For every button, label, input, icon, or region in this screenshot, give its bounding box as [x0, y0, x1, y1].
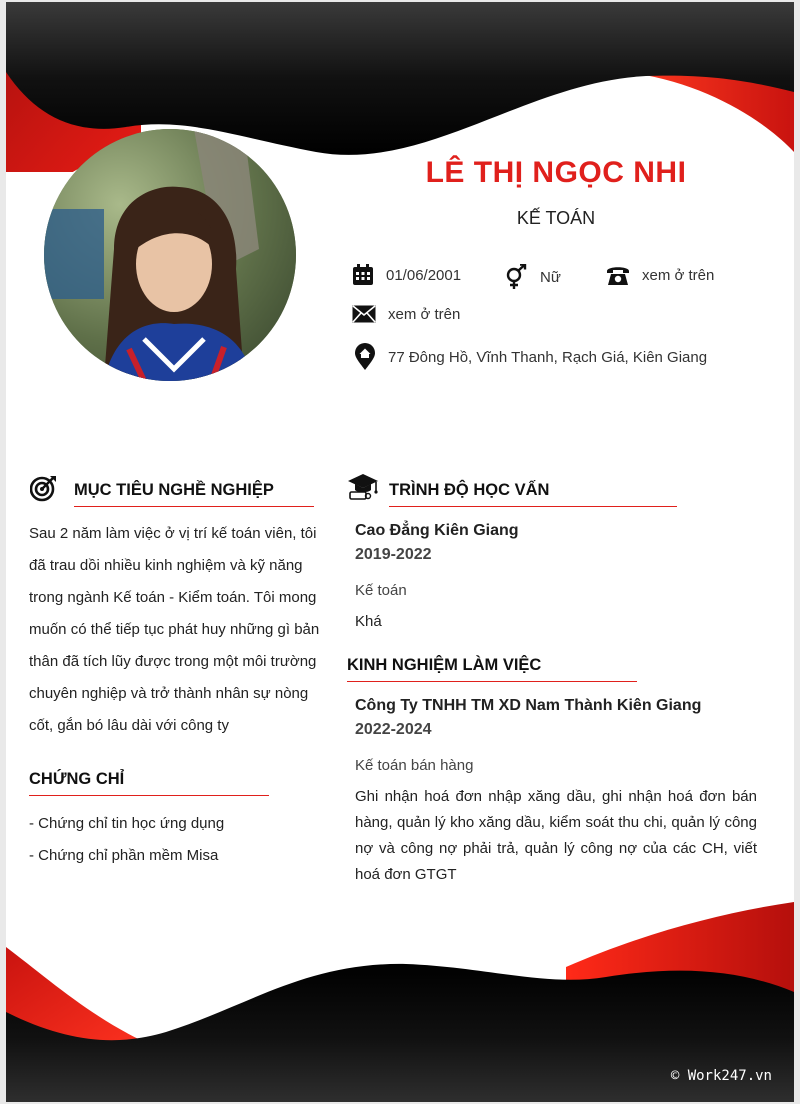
calendar-icon — [352, 264, 374, 286]
job-title: KẾ TOÁN — [516, 208, 596, 228]
experience-heading: KINH NGHIỆM LÀM VIỆC — [347, 656, 637, 682]
email-text: xem ở trên — [388, 305, 461, 323]
location-home-icon — [354, 343, 376, 371]
birthdate-row — [352, 264, 461, 286]
profile-photo — [44, 129, 296, 381]
birthdate-text: 01/06/2001 — [386, 266, 462, 284]
experience-description: Ghi nhận hoá đơn nhập xăng dầu, ghi nhận hoá đơn bán hàng, quản lý kho xăng dầu, kiểm soát thu chi, quản lý công nợ và công nợ phải trả, quản lý công nợ của các CH, viết hoá đơn GTGT — [355, 788, 757, 883]
certificates-list — [29, 808, 329, 872]
certificate-item: - Chứng chỉ phần mềm Misa — [29, 847, 219, 864]
phone-text: xem ở trên — [642, 266, 715, 284]
envelope-icon — [352, 305, 376, 323]
candidate-name: LÊ THỊ NGỌC NHI — [425, 156, 687, 189]
gender-row — [504, 264, 561, 290]
education-grade: Khá — [355, 613, 382, 630]
education-heading: TRÌNH ĐỘ HỌC VẤN — [389, 481, 677, 507]
objective-line: Sau 2 năm làm việc ở vị trí kế toán viên, tôi — [29, 525, 317, 542]
cv-page — [6, 2, 794, 1102]
objective-heading: MỤC TIÊU NGHỀ NGHIỆP — [74, 481, 314, 507]
gender-icon — [504, 264, 528, 290]
objective-line: chuyên nghiệp và trở thành nhân sự nòng — [29, 685, 309, 702]
certificates-heading: CHỨNG CHỈ — [29, 770, 269, 796]
target-icon — [30, 474, 58, 502]
objective-line: muốn có thể tiếp tục phát huy những gì bản — [29, 621, 320, 638]
education-school: Cao Đẳng Kiên Giang — [355, 522, 519, 539]
certificate-item: - Chứng chỉ tin học ứng dụng — [29, 815, 225, 832]
graduation-cap-icon — [346, 472, 380, 502]
experience-position: Kế toán bán hàng — [355, 757, 474, 774]
objective-line: trong ngành Kế toán - Kiểm toán. Tôi mong — [29, 589, 317, 606]
education-major: Kế toán — [355, 582, 407, 599]
experience-company: Công Ty TNHH TM XD Nam Thành Kiên Giang — [355, 697, 702, 714]
footer-credit: © Work247.vn — [670, 1068, 772, 1084]
email-row — [352, 305, 460, 323]
telephone-icon — [606, 264, 630, 286]
objective-text — [29, 518, 329, 742]
education-years: 2019-2022 — [355, 546, 432, 563]
objective-line: cốt, gắn bó lâu dài với công ty — [29, 717, 229, 734]
address-row — [354, 343, 707, 371]
gender-text: Nữ — [540, 268, 561, 286]
address-text: 77 Đông Hồ, Vĩnh Thanh, Rạch Giá, Kiên Giang — [388, 348, 708, 366]
objective-line: thân đã tích lũy được trong một môi trường — [29, 653, 317, 670]
objective-line: đã trau dồi nhiều kinh nghiệm và kỹ năng — [29, 557, 303, 574]
experience-years: 2022-2024 — [355, 721, 432, 738]
phone-row — [606, 264, 714, 286]
